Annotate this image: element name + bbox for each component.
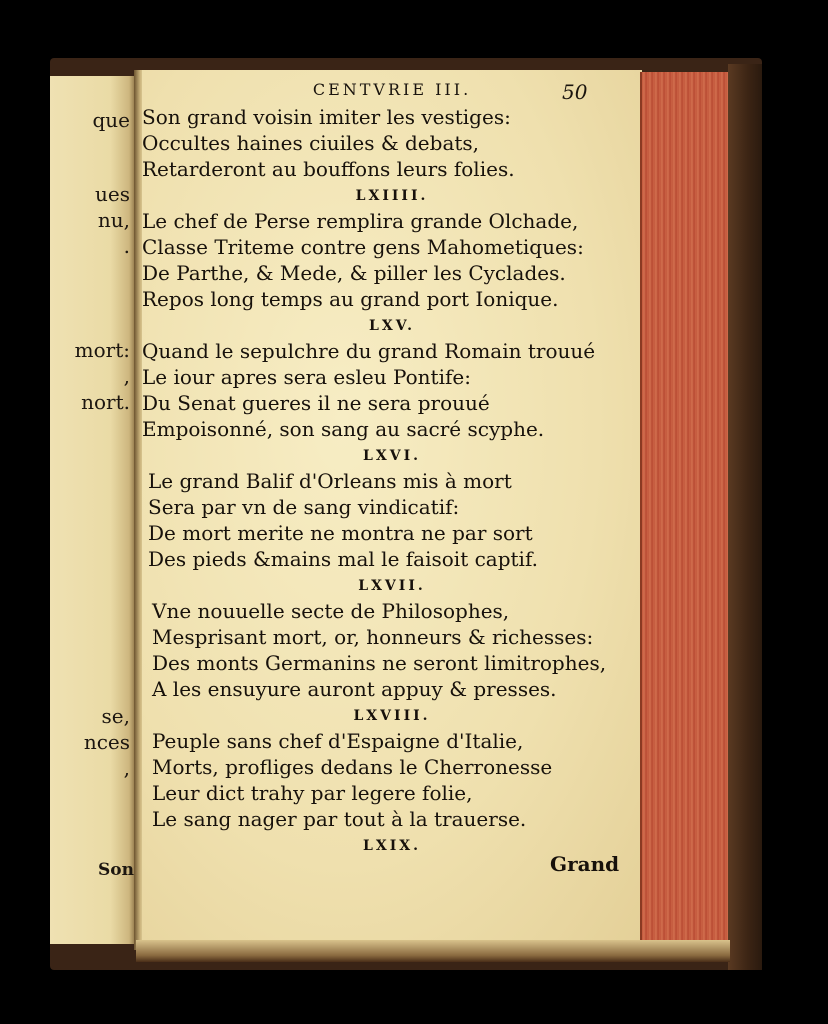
verse-line: Des monts Germanins ne seront limitrophes, bbox=[152, 651, 607, 675]
left-fragment: . bbox=[123, 234, 130, 258]
page-bottom-edge bbox=[136, 940, 730, 962]
left-fragment: , bbox=[123, 364, 130, 388]
left-fragment: se, bbox=[101, 704, 130, 728]
verse-line: A les ensuyure auront appuy & presses. bbox=[152, 677, 557, 701]
verse-line: Empoisonné, son sang au sacré scyphe. bbox=[142, 417, 545, 441]
verse-line: Peuple sans chef d'Espaigne d'Italie, bbox=[152, 729, 524, 753]
quatrain-numeral: LXV. bbox=[369, 318, 415, 334]
left-fragment: ues bbox=[95, 182, 130, 206]
running-header: CENTVRIE III. bbox=[312, 80, 472, 99]
quatrain-numeral: LXVIII. bbox=[353, 708, 431, 724]
quatrain-numeral: LXVI. bbox=[363, 448, 421, 464]
verse-line: Son grand voisin imiter les vestiges: bbox=[142, 105, 511, 129]
verse-line: Retarderont au bouffons leurs folies. bbox=[142, 157, 515, 181]
page-number: 50 bbox=[562, 80, 588, 104]
verse-line: Quand le sepulchre du grand Romain trouué bbox=[142, 339, 596, 363]
verse-line: Le iour apres sera esleu Pontife: bbox=[142, 365, 471, 389]
cover-edge bbox=[728, 64, 762, 970]
verse-line: Leur dict trahy par legere folie, bbox=[152, 781, 473, 805]
verse-line: Des pieds &mains mal le faisoit captif. bbox=[148, 547, 538, 571]
verse-line: Morts, profliges dedans le Cherronesse bbox=[152, 755, 553, 779]
verse-line: Occultes haines ciuiles & debats, bbox=[142, 131, 480, 155]
right-catchword: Grand bbox=[550, 852, 620, 876]
quatrain-numeral: LXIIII. bbox=[355, 188, 429, 204]
page-fore-edge bbox=[640, 72, 732, 956]
quatrain-numeral: LXIX. bbox=[363, 838, 421, 854]
verse-line: Le grand Balif d'Orleans mis à mort bbox=[148, 469, 512, 493]
quatrain-numeral: LXVII. bbox=[358, 578, 426, 594]
verse-line: Vne nouuelle secte de Philosophes, bbox=[152, 599, 510, 623]
left-fragment: , bbox=[123, 756, 130, 780]
verse-line: Classe Triteme contre gens Mahometiques: bbox=[142, 235, 584, 259]
verse-line: Le sang nager par tout à la trauerse. bbox=[152, 807, 527, 831]
verse-line: Mesprisant mort, or, honneurs & richesses: bbox=[152, 625, 594, 649]
left-page bbox=[50, 76, 136, 944]
left-fragment: nces bbox=[83, 730, 130, 754]
left-fragment: que bbox=[92, 108, 130, 132]
left-fragment: nu, bbox=[97, 208, 130, 232]
verse-line: Repos long temps au grand port Ionique. bbox=[142, 287, 559, 311]
verse-line: De Parthe, & Mede, & piller les Cyclades. bbox=[142, 261, 566, 285]
verse-line: Le chef de Perse remplira grande Olchade, bbox=[142, 209, 579, 233]
verse-line: Du Senat gueres il ne sera prouué bbox=[142, 391, 490, 415]
verse-line: De mort merite ne montra ne par sort bbox=[148, 521, 533, 545]
left-fragment: nort. bbox=[81, 390, 130, 414]
verse-line: Sera par vn de sang vindicatif: bbox=[148, 495, 460, 519]
left-fragment: mort: bbox=[74, 338, 130, 362]
left-catchword: Son bbox=[98, 860, 134, 880]
